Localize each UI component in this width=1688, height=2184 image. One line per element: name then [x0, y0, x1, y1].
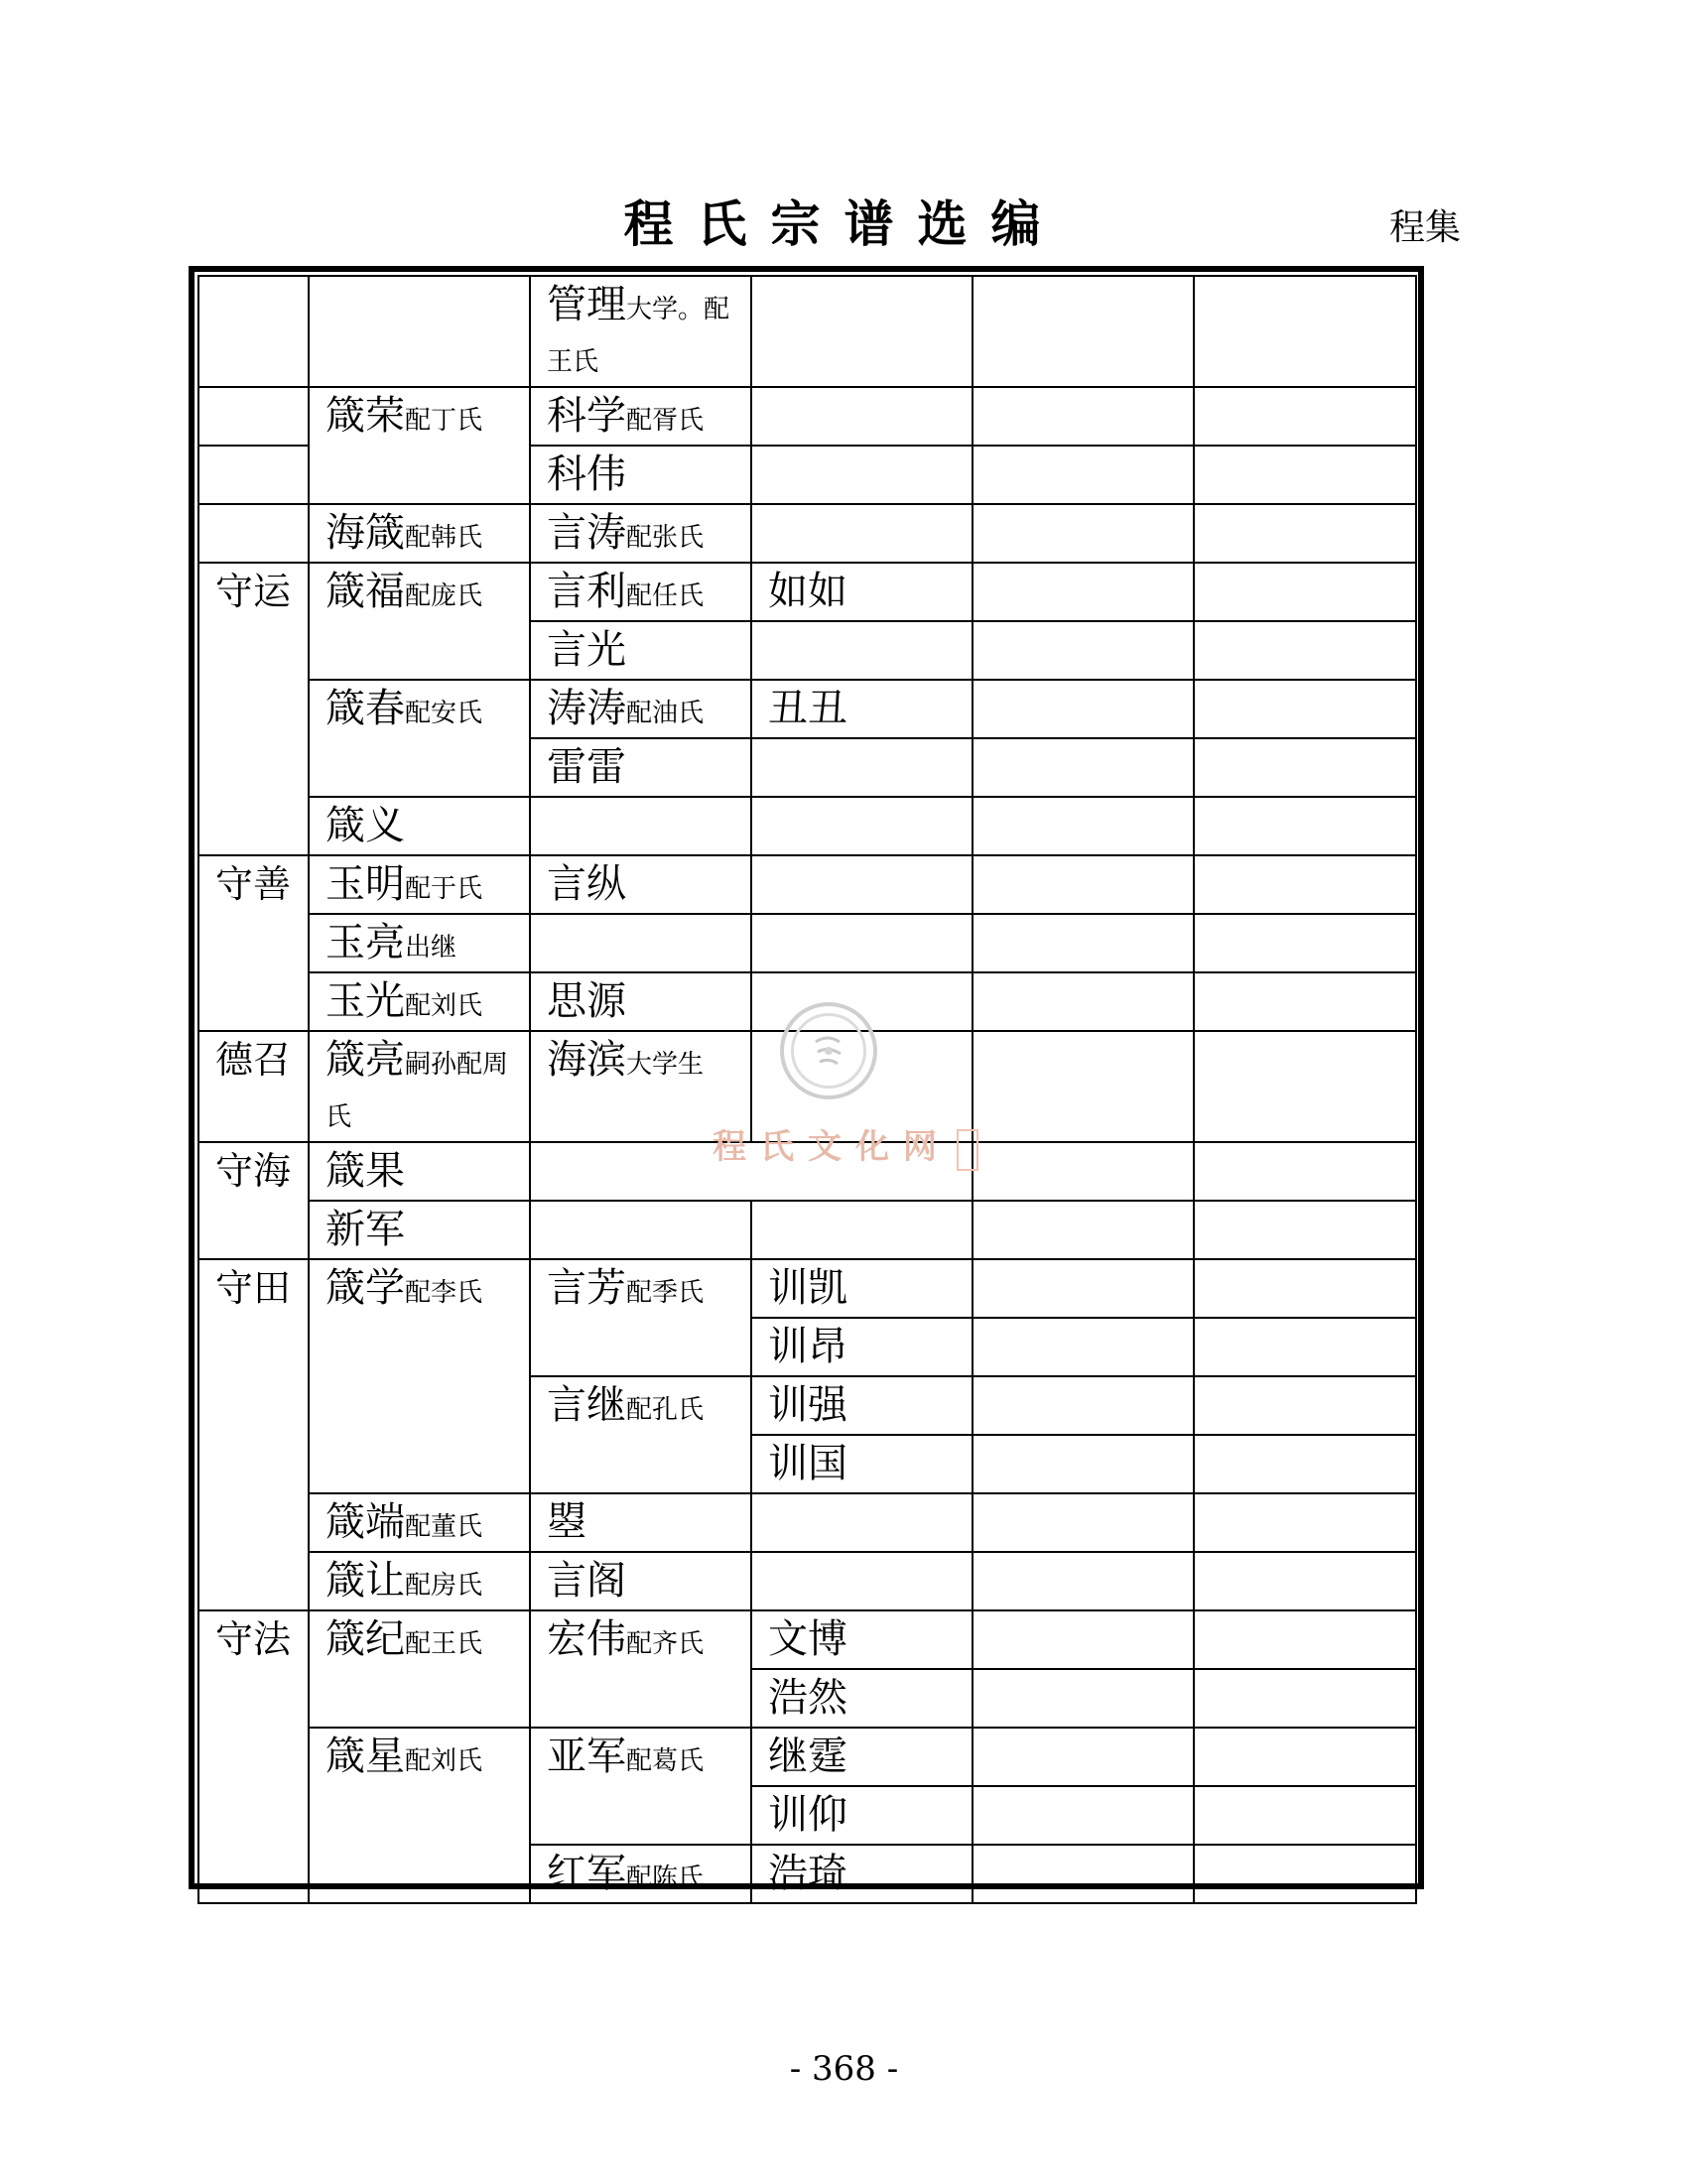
table-cell — [530, 621, 751, 680]
table-cell — [530, 1845, 751, 1903]
person-name: 言阁 — [547, 1558, 626, 1604]
table-row — [198, 855, 1416, 914]
table-cell — [1194, 855, 1416, 914]
table-cell — [973, 855, 1194, 914]
table-cell — [530, 1376, 751, 1493]
table-cell — [1194, 1142, 1416, 1201]
table-cell — [751, 621, 973, 680]
person-note: 配韩氏 — [405, 523, 483, 553]
table-cell — [198, 855, 309, 1031]
person-name: 宏伟 — [547, 1616, 626, 1662]
table-cell — [1194, 914, 1416, 972]
table-cell — [973, 972, 1194, 1031]
table-cell — [1194, 1259, 1416, 1318]
person-name: 言涛 — [547, 510, 626, 556]
table-cell — [309, 1552, 530, 1610]
table-cell — [1194, 1435, 1416, 1493]
person-name: 守法 — [215, 1617, 292, 1661]
person-name: 言芳 — [547, 1265, 626, 1311]
person-name: 科伟 — [547, 451, 626, 497]
person-note: 配孔氏 — [626, 1395, 705, 1425]
table-cell — [309, 797, 530, 855]
person-name: 亚军 — [547, 1734, 626, 1779]
page-title: 程氏宗谱选编 — [623, 194, 1065, 253]
table-cell — [973, 1318, 1194, 1376]
person-name: 箴荣 — [325, 393, 405, 439]
table-cell — [530, 914, 751, 972]
person-name: 守善 — [215, 862, 292, 906]
table-cell — [309, 680, 530, 797]
person-note: 配安氏 — [405, 699, 483, 728]
table-cell — [751, 1318, 973, 1376]
table-cell — [530, 563, 751, 621]
watermark-text: 程氏文化网 — [713, 1127, 951, 1167]
person-name: 思源 — [547, 978, 626, 1024]
person-name: 浩然 — [768, 1675, 847, 1721]
table-cell — [1194, 1376, 1416, 1435]
table-cell — [973, 276, 1194, 387]
person-name: 箴纪 — [325, 1616, 405, 1662]
table-cell — [973, 1493, 1194, 1552]
person-name: 训昂 — [768, 1324, 847, 1369]
person-name: 玉明 — [325, 861, 405, 907]
person-name: 箴让 — [325, 1558, 405, 1604]
table-cell — [751, 738, 973, 797]
table-cell — [198, 1610, 309, 1903]
table-cell — [1194, 1669, 1416, 1728]
table-cell — [751, 914, 973, 972]
person-name: 海箴 — [325, 510, 405, 556]
person-name: 箴学 — [325, 1265, 405, 1311]
table-row — [198, 1610, 1416, 1669]
person-name: 涛涛 — [547, 686, 626, 731]
person-name: 文博 — [768, 1616, 847, 1662]
table-cell — [1194, 738, 1416, 797]
table-cell — [1194, 563, 1416, 621]
table-cell — [751, 1435, 973, 1493]
table-cell — [973, 680, 1194, 738]
person-name: 继霆 — [768, 1734, 847, 1779]
table-cell — [530, 738, 751, 797]
table-cell — [751, 1669, 973, 1728]
table-cell — [973, 797, 1194, 855]
table-cell — [530, 1031, 751, 1142]
table-row — [198, 276, 1416, 387]
person-name: 言利 — [547, 569, 626, 614]
person-name: 箴义 — [325, 803, 405, 848]
table-cell — [530, 1259, 751, 1376]
table-cell — [973, 1610, 1194, 1669]
person-note: 配葛氏 — [626, 1746, 705, 1776]
table-row — [198, 1493, 1416, 1552]
person-name: 箴端 — [325, 1499, 405, 1545]
person-name: 箴果 — [325, 1148, 405, 1194]
person-note: 大学生 — [626, 1050, 705, 1080]
table-cell — [973, 1201, 1194, 1259]
table-cell — [973, 387, 1194, 446]
table-cell — [973, 1435, 1194, 1493]
table-cell — [973, 914, 1194, 972]
person-name: 训仰 — [768, 1792, 847, 1838]
person-name: 训强 — [768, 1382, 847, 1428]
person-name: 言继 — [547, 1382, 626, 1428]
person-note: 配于氏 — [405, 874, 483, 904]
table-row — [198, 387, 1416, 446]
table-cell — [973, 1259, 1194, 1318]
table-cell — [1194, 276, 1416, 387]
person-name: 浩琦 — [768, 1851, 847, 1896]
person-name: 新军 — [325, 1207, 405, 1252]
table-cell — [973, 621, 1194, 680]
table-cell — [530, 504, 751, 563]
table-cell — [751, 446, 973, 504]
person-note: 配刘氏 — [405, 1746, 483, 1776]
table-row — [198, 1552, 1416, 1610]
table-cell — [973, 563, 1194, 621]
table-cell — [751, 504, 973, 563]
table-cell — [530, 1610, 751, 1728]
table-cell — [1194, 446, 1416, 504]
table-cell — [198, 504, 309, 563]
table-cell — [198, 446, 309, 504]
person-note: 配任氏 — [626, 581, 705, 611]
table-cell — [751, 1728, 973, 1786]
table-cell — [530, 680, 751, 738]
person-note: 配刘氏 — [405, 991, 483, 1021]
table-cell — [1194, 1552, 1416, 1610]
branch-label: 程集 — [1389, 207, 1462, 248]
person-note: 出继 — [405, 933, 457, 963]
table-cell — [751, 680, 973, 738]
person-name: 管理 — [547, 282, 626, 327]
table-cell — [751, 855, 973, 914]
watermark-stamp-icon — [957, 1129, 978, 1171]
table-cell — [530, 1201, 751, 1259]
table-cell — [1194, 504, 1416, 563]
table-cell — [751, 797, 973, 855]
table-cell — [751, 1610, 973, 1669]
table-cell — [973, 1728, 1194, 1786]
table-cell — [973, 1552, 1194, 1610]
person-note: 配陈氏 — [626, 1863, 705, 1893]
person-name: 玉光 — [325, 978, 405, 1024]
table-row — [198, 563, 1416, 621]
table-cell — [751, 276, 973, 387]
person-name: 守海 — [215, 1149, 292, 1193]
table-cell — [309, 504, 530, 563]
table-cell — [973, 504, 1194, 563]
table-cell — [198, 276, 309, 387]
person-note: 配房氏 — [405, 1571, 483, 1601]
table-cell — [1194, 1201, 1416, 1259]
table-cell — [1194, 797, 1416, 855]
table-cell — [198, 1031, 309, 1142]
table-cell — [530, 972, 751, 1031]
table-cell — [1194, 1845, 1416, 1903]
table-cell — [751, 1259, 973, 1318]
table-cell — [1194, 680, 1416, 738]
table-cell — [751, 1845, 973, 1903]
person-note: 配庞氏 — [405, 581, 483, 611]
table-cell — [198, 387, 309, 446]
table-cell — [309, 1201, 530, 1259]
person-name: 红军 — [547, 1851, 626, 1896]
table-cell — [751, 1201, 973, 1259]
table-cell — [1194, 387, 1416, 446]
person-name: 丑丑 — [768, 686, 847, 731]
table-cell — [973, 1786, 1194, 1845]
person-name: 守运 — [215, 570, 292, 613]
person-note: 配胥氏 — [626, 406, 705, 436]
person-name: 如如 — [768, 569, 847, 614]
table-row — [198, 504, 1416, 563]
table-cell — [973, 1669, 1194, 1728]
table-cell — [530, 446, 751, 504]
person-name: 箴亮 — [325, 1037, 405, 1083]
table-row — [198, 680, 1416, 738]
table-cell — [530, 387, 751, 446]
table-cell — [309, 387, 530, 504]
person-note: 配董氏 — [405, 1512, 483, 1542]
table-cell — [751, 1786, 973, 1845]
person-name: 海滨 — [547, 1037, 626, 1083]
person-note: 配齐氏 — [626, 1629, 705, 1659]
table-cell — [1194, 1786, 1416, 1845]
table-cell — [1194, 1493, 1416, 1552]
seal-glyph-icon — [808, 1030, 849, 1072]
table-cell — [1194, 972, 1416, 1031]
person-note: 配油氏 — [626, 699, 705, 728]
table-cell — [751, 1552, 973, 1610]
table-cell — [973, 738, 1194, 797]
table-cell — [309, 276, 530, 387]
table-cell — [198, 1142, 309, 1259]
table-cell — [751, 1493, 973, 1552]
table-cell — [309, 1142, 530, 1201]
person-name: 训凯 — [768, 1265, 847, 1311]
person-name: 箴福 — [325, 569, 405, 614]
table-row — [198, 914, 1416, 972]
person-name: 言光 — [547, 627, 626, 673]
table-row — [198, 797, 1416, 855]
table-cell — [1194, 1610, 1416, 1669]
table-cell — [309, 972, 530, 1031]
table-cell — [198, 563, 309, 855]
table-cell — [309, 1728, 530, 1903]
table-cell — [309, 855, 530, 914]
person-name: 箴星 — [325, 1734, 405, 1779]
table-cell — [309, 1259, 530, 1493]
seal-icon — [780, 1002, 877, 1099]
table-cell — [973, 1142, 1194, 1201]
table-cell — [1194, 1031, 1416, 1142]
table-row — [198, 1259, 1416, 1318]
table-cell — [309, 563, 530, 680]
table-row — [198, 1728, 1416, 1786]
table-cell — [751, 387, 973, 446]
table-cell — [751, 563, 973, 621]
table-cell — [1194, 1318, 1416, 1376]
table-cell — [751, 1376, 973, 1435]
person-note: 配王氏 — [405, 1629, 483, 1659]
person-name: 德召 — [215, 1038, 292, 1082]
person-name: 雷雷 — [547, 744, 626, 790]
person-name: 训国 — [768, 1441, 847, 1486]
page-number: - 368 - — [789, 2049, 899, 2089]
table-cell — [530, 1493, 751, 1552]
table-cell — [1194, 621, 1416, 680]
person-name: 言纵 — [547, 861, 626, 907]
table-cell — [530, 1552, 751, 1610]
table-cell — [973, 1845, 1194, 1903]
table-cell — [530, 855, 751, 914]
table-cell — [973, 446, 1194, 504]
seal-inner-ring — [791, 1013, 866, 1089]
table-cell — [309, 1610, 530, 1728]
person-note: 配丁氏 — [405, 406, 483, 436]
person-name: 科学 — [547, 393, 626, 439]
table-cell — [309, 1031, 530, 1142]
person-note: 配李氏 — [405, 1278, 483, 1308]
table-cell — [1194, 1728, 1416, 1786]
table-cell — [973, 1031, 1194, 1142]
person-name: 箴春 — [325, 686, 405, 731]
person-note: 配张氏 — [626, 523, 705, 553]
table-cell — [530, 797, 751, 855]
table-cell — [973, 1376, 1194, 1435]
person-name: 玉亮 — [325, 920, 405, 965]
person-note: 大学。配王氏 — [547, 295, 730, 377]
person-note: 嗣孙配周氏 — [325, 1050, 509, 1132]
table-cell — [198, 1259, 309, 1610]
table-cell — [309, 1493, 530, 1552]
table-cell — [530, 276, 751, 387]
person-note: 配季氏 — [626, 1278, 705, 1308]
person-name: 曌 — [547, 1499, 586, 1545]
person-name: 守田 — [215, 1266, 292, 1310]
table-cell — [309, 914, 530, 972]
table-row — [198, 1201, 1416, 1259]
table-cell — [530, 1728, 751, 1845]
